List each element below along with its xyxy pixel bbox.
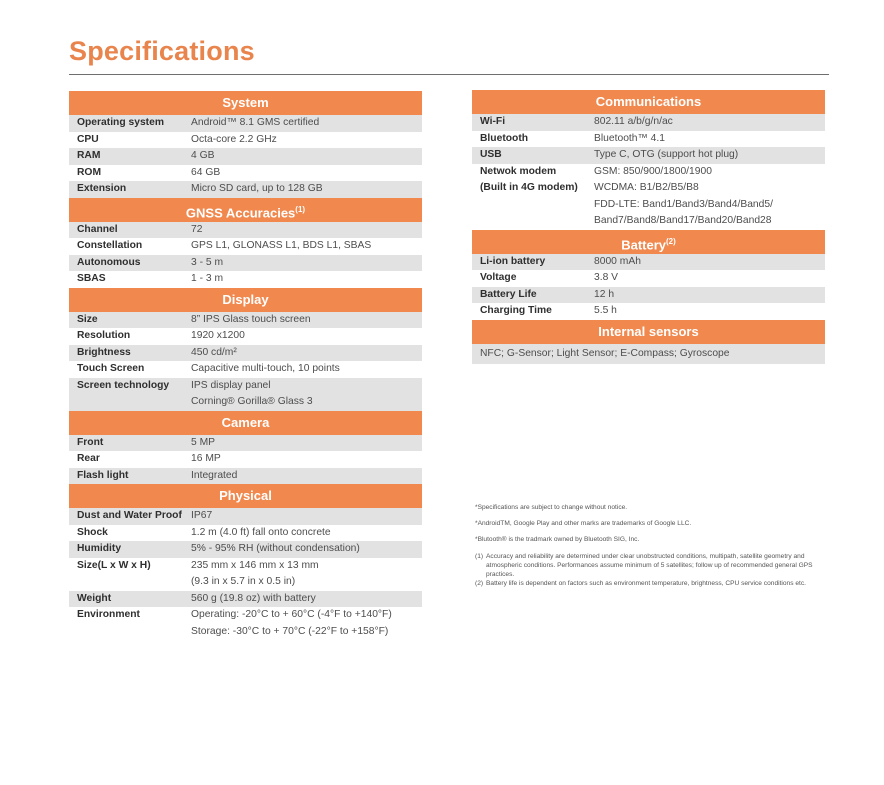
spec-value bbox=[594, 270, 825, 287]
spec-value-line: 560 g (19.8 oz) with battery bbox=[191, 592, 316, 604]
spec-label bbox=[472, 131, 594, 148]
spec-label bbox=[472, 287, 594, 304]
spec-row bbox=[69, 468, 422, 485]
section-title: Battery bbox=[621, 236, 666, 252]
spec-value bbox=[191, 148, 422, 165]
notes-block bbox=[475, 503, 835, 588]
section-header-communications bbox=[472, 90, 825, 114]
spec-row bbox=[69, 181, 422, 198]
spec-label-text: CPU bbox=[77, 133, 99, 145]
spec-label-text: Extension bbox=[77, 183, 127, 194]
spec-value-line: 16 MP bbox=[191, 453, 221, 464]
spec-row bbox=[472, 114, 825, 131]
spec-label-text: Size(L x W x H) bbox=[77, 559, 151, 571]
spec-value-line: FDD-LTE: Band1/Band3/Band4/Band5/ bbox=[594, 198, 773, 210]
section-header-internal-sensors bbox=[472, 320, 825, 344]
spec-label-text: Autonomous bbox=[77, 256, 141, 268]
spec-label-text: Brightness bbox=[77, 346, 131, 358]
spec-value-line: Micro SD card, up to 128 GB bbox=[191, 183, 323, 194]
spec-value bbox=[594, 287, 825, 304]
spec-row bbox=[472, 164, 825, 230]
spec-label bbox=[69, 508, 191, 525]
section-header-display bbox=[69, 288, 422, 312]
spec-value bbox=[594, 147, 825, 164]
spec-value bbox=[191, 255, 422, 272]
spec-label-text: Flash light bbox=[77, 469, 129, 481]
spec-row bbox=[69, 451, 422, 468]
spec-row bbox=[69, 345, 422, 362]
spec-label bbox=[69, 345, 191, 362]
spec-label-text: ROM bbox=[77, 166, 102, 178]
section-title: GNSS Accuracies bbox=[185, 204, 296, 220]
spec-label bbox=[69, 181, 191, 198]
left-spec-column bbox=[69, 91, 422, 640]
spec-value-line: Capacitive multi-touch, 10 points bbox=[191, 363, 340, 374]
spec-value bbox=[594, 303, 825, 320]
spec-row bbox=[69, 508, 422, 525]
spec-value bbox=[191, 435, 422, 452]
spec-value bbox=[191, 271, 422, 288]
spec-value-line: 1920 x1200 bbox=[191, 330, 245, 341]
spec-label bbox=[69, 451, 191, 468]
footnote bbox=[475, 579, 835, 588]
spec-row bbox=[69, 558, 422, 591]
spec-row bbox=[69, 115, 422, 132]
spec-label bbox=[69, 435, 191, 452]
spec-row bbox=[69, 271, 422, 288]
spec-value bbox=[191, 607, 422, 640]
spec-value-line: 1.2 m (4.0 ft) fall onto concrete bbox=[191, 526, 331, 538]
spec-value-line: Android™ 8.1 GMS certified bbox=[191, 117, 320, 128]
spec-label-text: Voltage bbox=[480, 272, 517, 283]
spec-value bbox=[191, 361, 422, 378]
spec-label-text: Bluetooth bbox=[480, 132, 529, 144]
spec-row bbox=[69, 222, 422, 239]
spec-label-text: Touch Screen bbox=[77, 363, 145, 374]
spec-label-text: Battery Life bbox=[480, 288, 537, 300]
title-divider bbox=[69, 74, 829, 75]
spec-label bbox=[69, 115, 191, 132]
right-spec-column bbox=[472, 90, 825, 364]
spec-row bbox=[472, 270, 825, 287]
spec-value bbox=[191, 181, 422, 198]
spec-value-line: 8” IPS Glass touch screen bbox=[191, 313, 311, 325]
spec-label-text: Constellation bbox=[77, 240, 143, 251]
spec-label-text: Weight bbox=[77, 592, 112, 604]
section-header-gnss-accuracies bbox=[69, 198, 422, 222]
spec-value bbox=[594, 114, 825, 131]
section-header-camera bbox=[69, 411, 422, 435]
spec-row bbox=[69, 435, 422, 452]
footnote-number: (2) bbox=[475, 580, 484, 588]
spec-row bbox=[472, 254, 825, 271]
spec-label bbox=[69, 378, 191, 411]
page-title: Specifications bbox=[69, 36, 255, 66]
spec-value bbox=[191, 328, 422, 345]
spec-label bbox=[472, 270, 594, 287]
spec-label-text: Size bbox=[77, 313, 98, 325]
spec-label bbox=[69, 468, 191, 485]
spec-value bbox=[191, 541, 422, 558]
spec-value-line: (9.3 in x 5.7 in x 0.5 in) bbox=[191, 576, 296, 587]
spec-label bbox=[69, 255, 191, 272]
spec-value bbox=[191, 378, 422, 411]
spec-label-text: RAM bbox=[77, 150, 101, 161]
spec-row bbox=[69, 361, 422, 378]
spec-label-text: Resolution bbox=[77, 330, 131, 341]
spec-label-subtext: (Built in 4G modem) bbox=[480, 182, 578, 193]
spec-value-line: Operating: -20°C to + 60°C (-4°F to +140°F) bbox=[191, 609, 392, 620]
spec-label bbox=[69, 222, 191, 239]
spec-row bbox=[69, 238, 422, 255]
section-title-footnote-mark: (2) bbox=[666, 236, 676, 246]
spec-value bbox=[594, 131, 825, 148]
spec-value-line: Corning® Gorilla® Glass 3 bbox=[191, 396, 313, 407]
spec-label bbox=[69, 165, 191, 182]
spec-value bbox=[594, 164, 825, 230]
section-title: System bbox=[222, 95, 269, 110]
spec-row bbox=[69, 591, 422, 608]
section-title: Internal sensors bbox=[598, 323, 699, 339]
spec-label-text: Rear bbox=[77, 453, 100, 464]
spec-value-line: IPS display panel bbox=[191, 379, 271, 391]
spec-label bbox=[69, 271, 191, 288]
spec-label bbox=[472, 254, 594, 271]
spec-label bbox=[472, 303, 594, 320]
spec-label-text: Humidity bbox=[77, 543, 122, 554]
section-title: Camera bbox=[221, 414, 270, 430]
footnote-text: Battery life is dependent on factors such as environment temperature, brightness, CPU service conditions etc. bbox=[486, 580, 806, 588]
spec-label bbox=[69, 148, 191, 165]
spec-label bbox=[69, 132, 191, 149]
spec-value bbox=[191, 345, 422, 362]
section-text: NFC; G-Sensor; Light Sensor; E-Compass; Gyroscope bbox=[472, 344, 825, 364]
footnote bbox=[475, 552, 835, 580]
spec-value-line: Integrated bbox=[191, 469, 238, 481]
spec-row bbox=[69, 607, 422, 640]
spec-value bbox=[191, 165, 422, 182]
spec-value-line: WCDMA: B1/B2/B5/B8 bbox=[594, 182, 699, 193]
spec-value-line: Bluetooth™ 4.1 bbox=[594, 132, 665, 144]
spec-label-text: Netwok modem bbox=[480, 165, 557, 177]
spec-label-text: Front bbox=[77, 436, 104, 448]
spec-label-text: Operating system bbox=[77, 117, 164, 128]
spec-row bbox=[69, 132, 422, 149]
spec-value-line: 3.8 V bbox=[594, 272, 619, 283]
spec-row bbox=[472, 287, 825, 304]
spec-label bbox=[69, 558, 191, 591]
spec-row bbox=[69, 541, 422, 558]
spec-row bbox=[69, 378, 422, 411]
spec-value-line: Type C, OTG (support hot plug) bbox=[594, 149, 739, 160]
spec-value-line: GPS L1, GLONASS L1, BDS L1, SBAS bbox=[191, 240, 372, 251]
spec-value bbox=[191, 115, 422, 132]
spec-label-text: Li-ion battery bbox=[480, 255, 546, 267]
spec-label-text: SBAS bbox=[77, 273, 106, 284]
spec-value-line: 5.5 h bbox=[594, 305, 617, 316]
spec-label-text: Environment bbox=[77, 609, 140, 620]
spec-value-line: 72 bbox=[191, 223, 203, 235]
spec-label bbox=[69, 525, 191, 542]
section-title: Display bbox=[222, 291, 269, 307]
spec-row bbox=[69, 328, 422, 345]
spec-label bbox=[69, 361, 191, 378]
spec-label-text: Screen technology bbox=[77, 379, 170, 391]
spec-value-line: IP67 bbox=[191, 510, 213, 521]
spec-value-line: Band7/Band8/Band17/Band20/Band28 bbox=[594, 215, 772, 226]
spec-label-text: Channel bbox=[77, 223, 118, 235]
spec-value-line: 802.11 a/b/g/n/ac bbox=[594, 116, 673, 127]
spec-value-line: 12 h bbox=[594, 288, 615, 300]
spec-value bbox=[191, 132, 422, 149]
spec-label bbox=[472, 164, 594, 230]
spec-label bbox=[69, 607, 191, 640]
footnote-text: Accuracy and reliability are determined under clear unobstructed conditions, multipath, satellite geometry and atmospheric conditions. Performances assume minimum of 5 satellites; follow up of recommended general GPS practices. bbox=[486, 552, 813, 579]
spec-row bbox=[472, 131, 825, 148]
spec-row bbox=[472, 303, 825, 320]
spec-value-line: 5 MP bbox=[191, 436, 216, 448]
spec-value bbox=[191, 468, 422, 485]
spec-value bbox=[191, 222, 422, 239]
section-title-footnote-mark: (1) bbox=[295, 204, 306, 214]
spec-label bbox=[472, 147, 594, 164]
spec-label-text: Wi-Fi bbox=[480, 116, 506, 127]
spec-row bbox=[69, 165, 422, 182]
spec-value-line: 3 - 5 m bbox=[191, 256, 224, 268]
spec-value bbox=[191, 451, 422, 468]
section-title: Physical bbox=[219, 488, 272, 503]
spec-row bbox=[69, 148, 422, 165]
spec-value-line: Storage: -30°C to + 70°C (-22°F to +158°F) bbox=[191, 625, 389, 637]
spec-value-line: Octa-core 2.2 GHz bbox=[191, 133, 277, 145]
spec-value-line: 1 - 3 m bbox=[191, 273, 224, 284]
spec-value-line: 235 mm x 146 mm x 13 mm bbox=[191, 559, 319, 571]
spec-value bbox=[191, 591, 422, 608]
spec-value-line: 4 GB bbox=[191, 150, 215, 161]
spec-label bbox=[472, 114, 594, 131]
spec-row bbox=[69, 525, 422, 542]
spec-value bbox=[191, 508, 422, 525]
spec-label-text: USB bbox=[480, 149, 502, 160]
spec-row bbox=[69, 255, 422, 272]
spec-label-text: Charging Time bbox=[480, 305, 552, 316]
spec-value-line: GSM: 850/900/1800/1900 bbox=[594, 165, 712, 177]
spec-value-line: 64 GB bbox=[191, 166, 221, 178]
spec-value bbox=[191, 558, 422, 591]
spec-value bbox=[594, 254, 825, 271]
spec-value bbox=[191, 525, 422, 542]
note-line: *Blutooth® is the tradmark owned by Bluetooth SIG, Inc. bbox=[475, 536, 640, 544]
spec-label-text: Shock bbox=[77, 526, 108, 538]
spec-label bbox=[69, 328, 191, 345]
spec-value-line: 5% - 95% RH (without condensation) bbox=[191, 543, 360, 554]
spec-row bbox=[472, 147, 825, 164]
spec-label bbox=[69, 591, 191, 608]
spec-value-line: 450 cd/m² bbox=[191, 346, 237, 358]
section-header-physical bbox=[69, 484, 422, 508]
spec-value-line: 8000 mAh bbox=[594, 255, 641, 267]
spec-value bbox=[191, 238, 422, 255]
spec-value bbox=[191, 312, 422, 329]
section-header-system bbox=[69, 91, 422, 115]
section-title: Communications bbox=[595, 94, 702, 109]
spec-label-text: Dust and Water Proof bbox=[77, 510, 182, 521]
note-line: *AndroidTM, Google Play and other marks are trademarks of Google LLC. bbox=[475, 520, 692, 528]
spec-row bbox=[69, 312, 422, 329]
footnote-number: (1) bbox=[475, 552, 484, 560]
section-header-battery bbox=[472, 230, 825, 254]
spec-label bbox=[69, 541, 191, 558]
note-line: *Specifications are subject to change without notice. bbox=[475, 504, 628, 511]
spec-label bbox=[69, 238, 191, 255]
spec-label bbox=[69, 312, 191, 329]
